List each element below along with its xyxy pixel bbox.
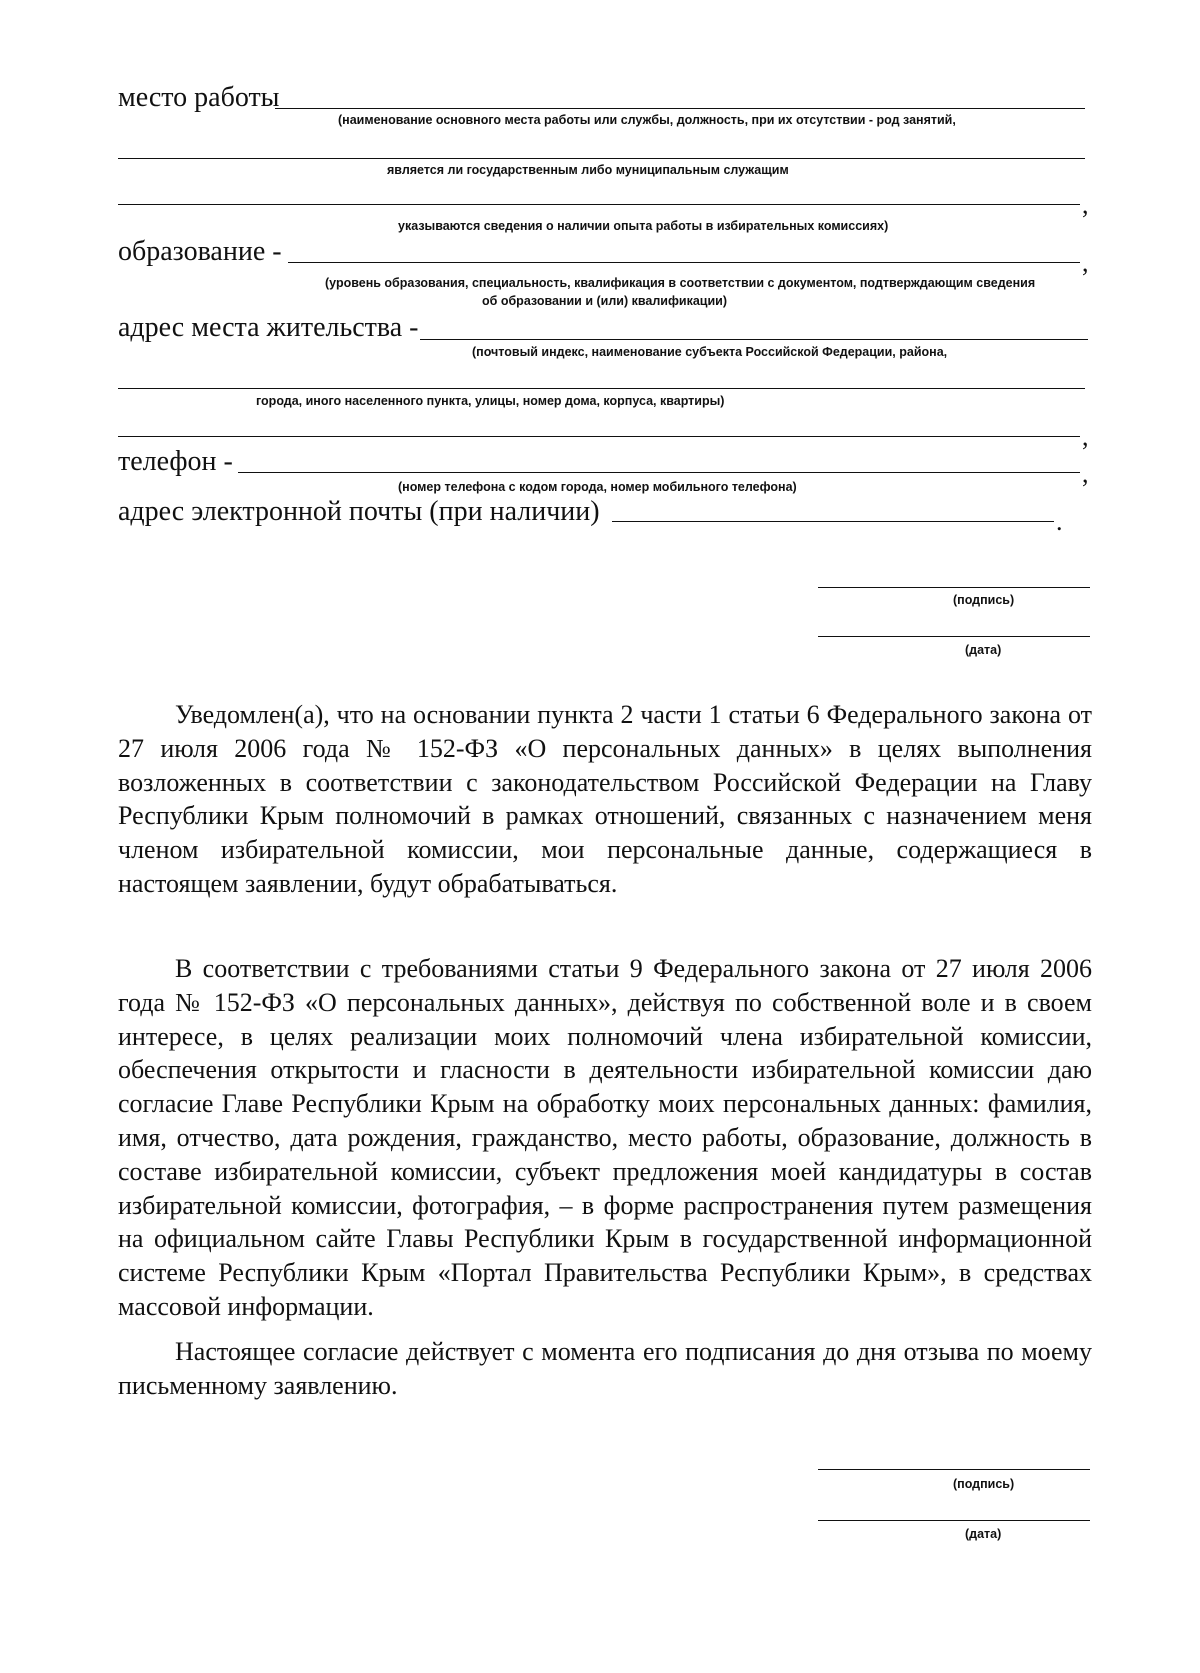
date-line[interactable]: [818, 1520, 1090, 1521]
phone-caption: (номер телефона с кодом города, номер мобильного телефона): [398, 480, 797, 494]
comma: ,: [1082, 459, 1089, 488]
workplace-line-2[interactable]: [118, 158, 1085, 159]
workplace-caption: (наименование основного места работы или службы, должность, при их отсутствии - род занятий,: [338, 113, 956, 127]
date-line[interactable]: [818, 636, 1090, 637]
consent-paragraph-2: В соответствии с требованиями статьи 9 Федерального закона от 27 июля 2006 года № 152-ФЗ «О персональных данных», действуя по собственной воле и в своем интересе, в целях реализации моих полномочий члена избирательной комиссии, обеспечения открытости и гласности в деятельности избирательной комиссии даю согласие Главе Республики Крым на обработку моих персональных данных: фамилия, имя, отчество, дата рождения, гражданство, место работы, образование, должность в составе избирательной комиссии, субъект предложения моей кандидатуры в состав избирательной комиссии, фотография, – в форме распространения путем размещения на официальном сайте Главы Республики Крым в государственной информационной системе Республики Крым «Портал Правительства Республики Крым», в средствах массовой информации.: [118, 954, 1092, 1321]
signature-caption: (подпись): [953, 593, 1015, 607]
email-label: адрес электронной почты (при наличии): [118, 496, 600, 527]
consent-paragraph-1: Уведомлен(а), что на основании пункта 2 части 1 статьи 6 Федерального закона от 27 июля 2006 года № 152-ФЗ «О персональных данных» в целях выполнения возложенных в соответствии с законодательством Российской Федерации на Главу Республики Крым полномочий в рамках отношений, связанных с назначением меня членом избирательной комиссии, мои персональные данные, содержащиеся в настоящем заявлении, будут обрабатываться.: [118, 700, 1092, 898]
civil-servant-caption: является ли государственным либо муниципальным служащим: [387, 163, 789, 177]
phone-label: телефон -: [118, 446, 233, 477]
date-caption: (дата): [965, 1527, 1002, 1541]
comma: ,: [1082, 248, 1089, 277]
experience-line[interactable]: [118, 204, 1080, 205]
education-caption: об образовании и (или) квалификации): [482, 294, 727, 308]
education-line[interactable]: [288, 262, 1080, 263]
education-caption: (уровень образования, специальность, квалификация в соответствии с документом, подтверждающим сведения: [325, 276, 1036, 290]
workplace-label: место работы: [118, 82, 280, 113]
address-line-2[interactable]: [118, 388, 1085, 389]
comma: ,: [1082, 422, 1089, 451]
address-line-3[interactable]: [118, 436, 1080, 437]
address-caption: города, иного населенного пункта, улицы, номер дома, корпуса, квартиры): [256, 394, 725, 408]
address-caption: (почтовый индекс, наименование субъекта Российской Федерации, района,: [472, 345, 948, 359]
experience-caption: указываются сведения о наличии опыта работы в избирательных комиссиях): [398, 219, 889, 233]
signature-line[interactable]: [818, 1469, 1090, 1470]
signature-caption: (подпись): [953, 1477, 1015, 1491]
email-line[interactable]: [612, 521, 1054, 522]
phone-line[interactable]: [238, 472, 1080, 473]
date-caption: (дата): [965, 643, 1002, 657]
address-line[interactable]: [420, 339, 1088, 340]
consent-paragraph-3: Настоящее согласие действует с момента его подписания до дня отзыва по моему письменному заявлению.: [118, 1337, 1092, 1400]
comma: ,: [1082, 190, 1089, 219]
consent-paragraph-1-wrap: [118, 698, 1092, 901]
address-label: адрес места жительства -: [118, 312, 419, 343]
consent-paragraph-3-wrap: [118, 1335, 1092, 1403]
consent-paragraph-2-wrap: [118, 952, 1092, 1324]
education-label: образование -: [118, 236, 282, 267]
workplace-line[interactable]: [275, 108, 1085, 109]
signature-line[interactable]: [818, 587, 1090, 588]
period: .: [1056, 507, 1063, 536]
